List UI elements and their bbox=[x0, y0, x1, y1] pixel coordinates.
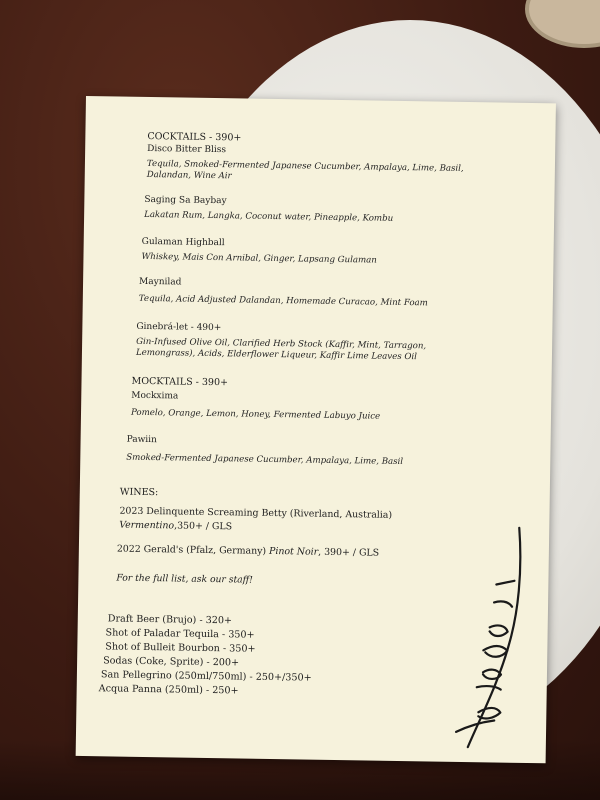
wines-header: WINES: bbox=[119, 486, 159, 499]
mocktail-name: Pawiin bbox=[126, 434, 157, 446]
cocktail-desc: Tequila, Smoked-Fermented Japanese Cucumber, Ampalaya, Lime, Basil, Dalandan, Wine Air bbox=[146, 158, 464, 182]
drink-item: Acqua Panna (250ml) - 250+ bbox=[98, 683, 239, 697]
wine-entry bbox=[119, 505, 449, 538]
cocktail-name: Saging Sa Baybay bbox=[144, 194, 227, 207]
mocktails-header: MOCKTAILS - 390+ bbox=[131, 375, 229, 389]
cocktail-desc: Tequila, Acid Adjusted Dalandan, Homemade Curacao, Mint Foam bbox=[138, 293, 428, 309]
menu-sheet bbox=[76, 96, 556, 763]
drink-item: Shot of Bulleit Bourbon - 350+ bbox=[105, 641, 256, 655]
wine-line: 2022 Gerald's (Pfalz, Germany) bbox=[116, 543, 270, 557]
cocktail-name: Gulaman Highball bbox=[141, 236, 225, 249]
wine-price: , 390+ / GLS bbox=[318, 546, 380, 559]
cocktails-header: COCKTAILS - 390+ bbox=[147, 130, 242, 144]
wine-varietal: Vermentino bbox=[119, 519, 175, 532]
automat-signature-logo bbox=[448, 522, 532, 753]
cocktail-desc: Lakatan Rum, Langka, Coconut water, Pineapple, Kombu bbox=[144, 209, 394, 224]
cocktail-desc: Whiskey, Mais Con Arnibal, Ginger, Lapsang Gulaman bbox=[141, 251, 377, 266]
cocktail-desc: Gin-Infused Olive Oil, Clarified Herb Stock (Kaffir, Mint, Tarragon, Lemongrass), Acids, Elderflower Liqueur, Kaffir Lime Leaves Oil bbox=[135, 336, 427, 363]
wine-line: 2023 Delinquente Screaming Betty (Riverland, Australia) bbox=[119, 505, 393, 521]
mocktail-desc: Pomelo, Orange, Lemon, Honey, Fermented Labuyo Juice bbox=[130, 407, 381, 422]
wine-entry bbox=[117, 543, 447, 562]
drink-item: Sodas (Coke, Sprite) - 200+ bbox=[103, 655, 240, 669]
cocktail-name: Disco Bitter Bliss bbox=[147, 143, 227, 156]
saucer-background bbox=[525, 0, 600, 48]
cocktail-name: Ginebrá-let - 490+ bbox=[136, 321, 222, 334]
full-list-note: For the full list, ask our staff! bbox=[116, 572, 253, 586]
cocktail-name: Maynilad bbox=[139, 276, 182, 288]
wine-varietal: Pinot Noir bbox=[269, 545, 319, 558]
mocktail-desc: Smoked-Fermented Japanese Cucumber, Ampalaya, Lime, Basil bbox=[126, 452, 404, 468]
drink-item: San Pellegrino (250ml/750ml) - 250+/350+ bbox=[100, 669, 312, 684]
mocktail-name: Mockxima bbox=[131, 390, 179, 402]
drink-item: Shot of Paladar Tequila - 350+ bbox=[105, 627, 255, 641]
wine-price: ,350+ / GLS bbox=[174, 520, 233, 533]
drink-item: Draft Beer (Brujo) - 320+ bbox=[107, 613, 233, 627]
